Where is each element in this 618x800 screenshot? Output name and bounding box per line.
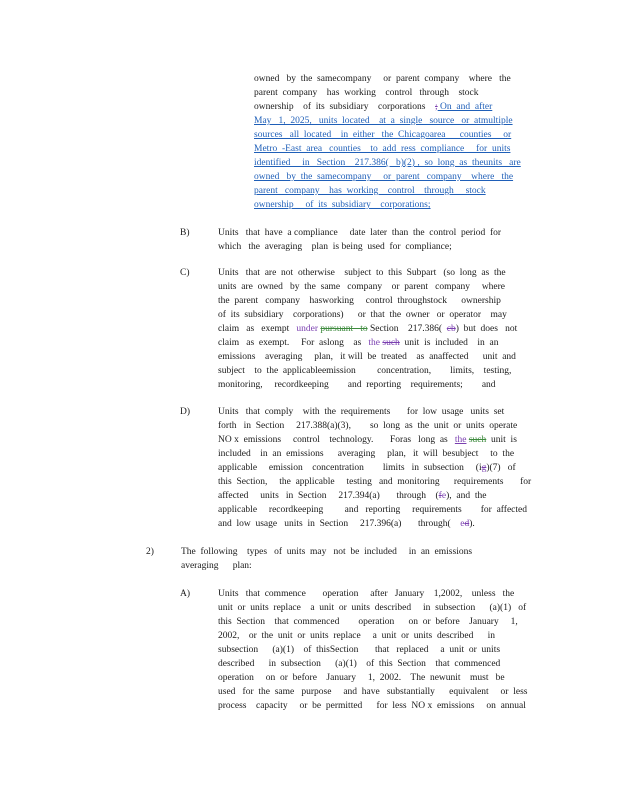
text-line: emissions averaging plan, it will be treated as anaffected unit and — [218, 352, 516, 362]
text-line: process capacity or be permitted for less NO x emissions on annual — [218, 701, 526, 711]
text-line: claim as exempt. For aslong as the such unit is included in an — [218, 338, 499, 348]
item-d-text — [218, 405, 531, 531]
text-line: NO x emissions control technology. Foras long as the such unit is — [218, 435, 517, 445]
inserted-line: May 1, 2025, units located at a single source or atmultiple — [254, 116, 513, 126]
text-line: monitoring, recordkeeping and reporting requirements; and — [218, 380, 496, 390]
text-line: subsection (a)(1) of thisSection that replaced a unit or units — [218, 645, 501, 655]
text-line: parent company has working control through stock — [254, 88, 479, 98]
text-line: owned by the samecompany or parent company where the — [254, 74, 511, 84]
text-line: operation on or before January 1, 2002. The newunit must be — [218, 673, 505, 683]
text-line: The following types of units may not be included in an emissions — [181, 547, 473, 557]
deleted-text: d — [464, 519, 470, 529]
text-line: included in an emissions averaging plan, it will besubject to the — [218, 449, 515, 459]
item-label-2a: A) — [180, 589, 191, 599]
text-line: Units that are not otherwise subject to this Subpart (so long as the — [218, 268, 506, 278]
text-line: the parent company hasworking control throughstock ownership — [218, 296, 501, 306]
text-line: of its subsidiary corporations) or that the owner or operator may — [218, 310, 507, 320]
deleted-text: pursuant to — [320, 324, 368, 334]
deleted-text: g — [481, 463, 487, 473]
item-label-b: B) — [180, 228, 190, 238]
item-label-c: C) — [180, 268, 190, 278]
inserted-text: On and after — [437, 102, 493, 112]
item-2-text — [181, 545, 472, 573]
text-line: Units that have a compliance date later than the control period for — [218, 228, 502, 238]
text-line: Units that commence operation after January 1,2002, unless the — [218, 589, 515, 599]
text-line: units are owned by the same company or parent company where — [218, 282, 506, 292]
inserted-line: sources all located in either the Chicagoarea counties or — [254, 130, 512, 140]
deleted-text: such — [468, 435, 487, 445]
inserted-line: identified in Section 217.386( b)(2) , so long as theunits are — [254, 158, 521, 168]
text-line: 2002, or the unit or units replace a unit or units described in — [218, 631, 496, 641]
inserted-line: Metro -East area counties to add ress compliance for units — [254, 144, 511, 154]
text-line: unit or units replace a unit or units described in subsection (a)(1) of — [218, 603, 527, 613]
deleted-text: ; — [435, 102, 438, 112]
inserted-text: under — [296, 324, 318, 334]
text-line: used for the same purpose and have substantially equivalent or less — [218, 687, 528, 697]
inserted-text: the — [454, 435, 467, 445]
text-line: this Section that commenced operation on or before January 1, — [218, 617, 518, 627]
inserted-line: parent company has working control through stock — [254, 186, 486, 196]
inserted-line: ownership of its subsidiary corporations; — [254, 200, 431, 210]
text-line: Units that comply with the requirements for low usage units set — [218, 407, 505, 417]
item-c-text — [218, 266, 517, 392]
inserted-text: e — [441, 491, 447, 501]
text-line: applicable emission concentration limits in subsection (ig)(7) of — [218, 463, 516, 473]
top-block — [254, 72, 521, 212]
item-label-d: D) — [180, 407, 191, 417]
inserted-text: e — [460, 519, 465, 529]
deleted-text: such — [382, 338, 400, 348]
text-line: which the averaging plan is being used for compliance; — [218, 242, 452, 252]
text-line: and low usage units in Section 217.396(a) through( ed). — [218, 519, 475, 529]
text-line: averaging plan: — [181, 561, 252, 571]
text-line: subject to the applicableemission concentration, limits, testing, — [218, 366, 512, 376]
inserted-text: the — [368, 338, 380, 348]
text-line: affected units in Section 217.394(a) through (fe), and the — [218, 491, 487, 501]
deleted-text: cb — [446, 324, 456, 334]
item-b-text — [218, 226, 501, 254]
text-line: forth in Section 217.388(a)(3), so long as the unit or units operate — [218, 421, 518, 431]
text-line: described in subsection (a)(1) of this Section that commenced — [218, 659, 501, 669]
text-line: this Section, the applicable testing and monitoring requirements for — [218, 477, 532, 487]
text-line: claim as exempt under pursuant to Section 217.386( cb) but does not — [218, 324, 518, 334]
item-label-2: 2) — [146, 547, 154, 557]
text-line: ownership of its subsidiary corporations ; On and after — [254, 102, 493, 112]
text-line: applicable recordkeeping and reporting requirements for affected — [218, 505, 527, 515]
inserted-line: owned by the samecompany or parent company where the — [254, 172, 514, 182]
item-2a-text — [218, 587, 527, 713]
deleted-text: f — [438, 491, 442, 501]
